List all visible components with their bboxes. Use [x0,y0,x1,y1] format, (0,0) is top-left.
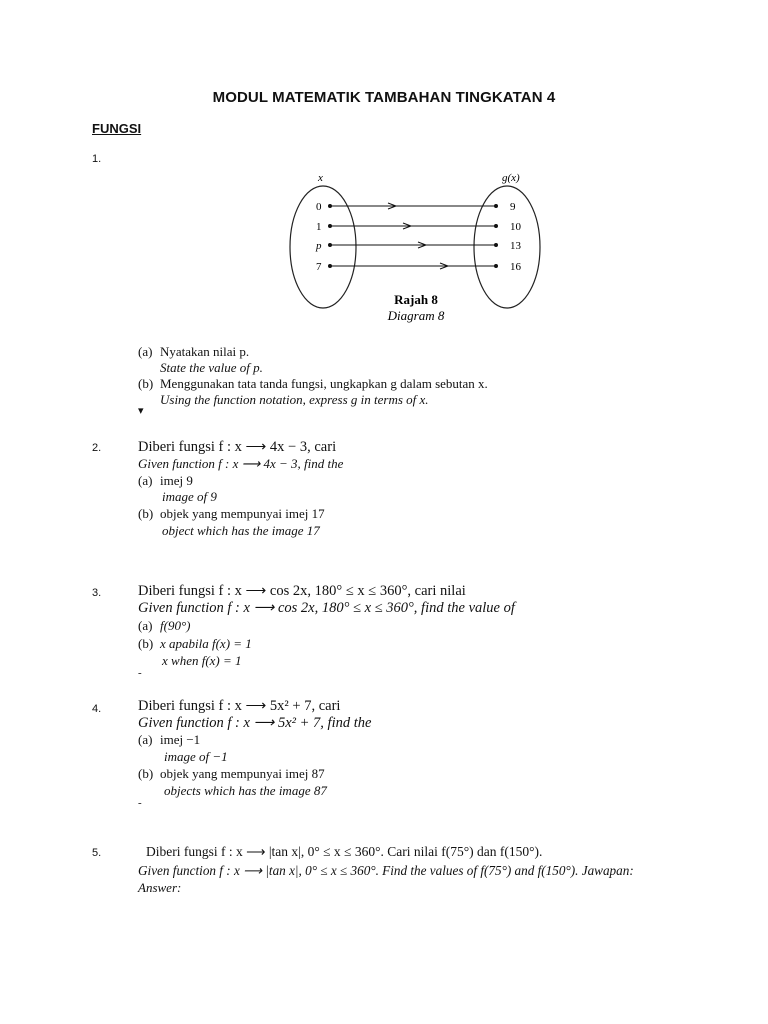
q2-part-a-en: image of 9 [162,489,217,504]
q2-part-b-ms: (b) objek yang mempunyai imej 17 [138,506,325,521]
mapping-row-2 [315,240,522,252]
q3-part-b-en: x when f(x) = 1 [162,653,242,668]
domain-element: p [316,240,322,252]
section-heading: FUNGSI [92,121,142,136]
q1-part-b-en: Using the function notation, express g in terms of x. [160,392,429,407]
stray-mark: ▾ [138,405,144,417]
q1-part-a-en: State the value of p. [160,360,263,375]
mapping-row-3 [316,261,522,273]
domain-set-oval [290,186,356,308]
domain-label: x [318,172,323,184]
q4-stem-ms: Diberi fungsi f : x ⟶ 5x² + 7, cari [138,698,341,714]
q2-stem-en: Given function f : x ⟶ 4x − 3, find the [138,456,344,471]
q2-part-b-en: object which has the image 17 [162,523,320,538]
q4-part-a-ms: (a) imej −1 [138,732,201,747]
question-1-number: 1. [92,153,102,165]
codomain-set-oval [474,186,540,308]
question-2-number: 2. [92,442,102,454]
codomain-element: 13 [510,240,521,252]
diagram-caption-en: Diagram 8 [387,308,445,323]
domain-element: 7 [316,261,322,273]
q4-part-a-en: image of −1 [164,749,228,764]
question-5-number: 5. [92,847,102,859]
q3-stem-en: Given function f : x ⟶ cos 2x, 180° ≤ x ≤ 360°, find the value of [138,600,515,616]
q1-part-a-ms: (a) Nyatakan nilai p. [138,344,250,359]
question-4-number: 4. [92,703,102,715]
page-title: MODUL MATEMATIK TAMBAHAN TINGKATAN 4 [212,89,556,106]
q3-stem-ms: Diberi fungsi f : x ⟶ cos 2x, 180° ≤ x ≤ 360°, cari nilai [138,583,466,599]
q4-part-b-ms: (b) objek yang mempunyai imej 87 [138,766,325,781]
q5-stem-ms: Diberi fungsi f : x ⟶ |tan x|, 0° ≤ x ≤ 360°. Cari nilai f(75°) dan f(150°). [146,844,543,859]
q2-stem-ms: Diberi fungsi f : x ⟶ 4x − 3, cari [138,439,337,455]
codomain-label: g(x) [502,172,520,184]
q2-part-a-ms: (a) imej 9 [138,473,193,488]
q4-part-b-en: objects which has the image 87 [164,783,327,798]
q3-part-a: (a) f(90°) [138,618,191,633]
domain-element: 0 [316,201,322,213]
question-3-number: 3. [92,587,102,599]
mapping-row-1 [316,221,522,233]
q5-stem-en: Given function f : x ⟶ |tan x|, 0° ≤ x ≤ 360°. Find the values of f(75°) and f(150°). Jawapan: [138,863,634,878]
diagram-caption-ms: Rajah 8 [394,292,438,307]
codomain-element: 16 [510,261,521,273]
q3-part-b-ms: (b) x apabila f(x) = 1 [138,636,252,651]
q1-part-b-ms: (b) Menggunakan tata tanda fungsi, ungkapkan g dalam sebutan x. [138,376,488,391]
stray-mark: - [138,797,142,809]
codomain-element: 10 [510,221,521,233]
q5-answer-label: Answer: [138,880,182,895]
stray-mark: - [138,667,142,679]
q4-stem-en: Given function f : x ⟶ 5x² + 7, find the [138,715,372,731]
domain-element: 1 [316,221,322,233]
codomain-element: 9 [510,201,516,213]
arrow-diagram [270,168,560,338]
